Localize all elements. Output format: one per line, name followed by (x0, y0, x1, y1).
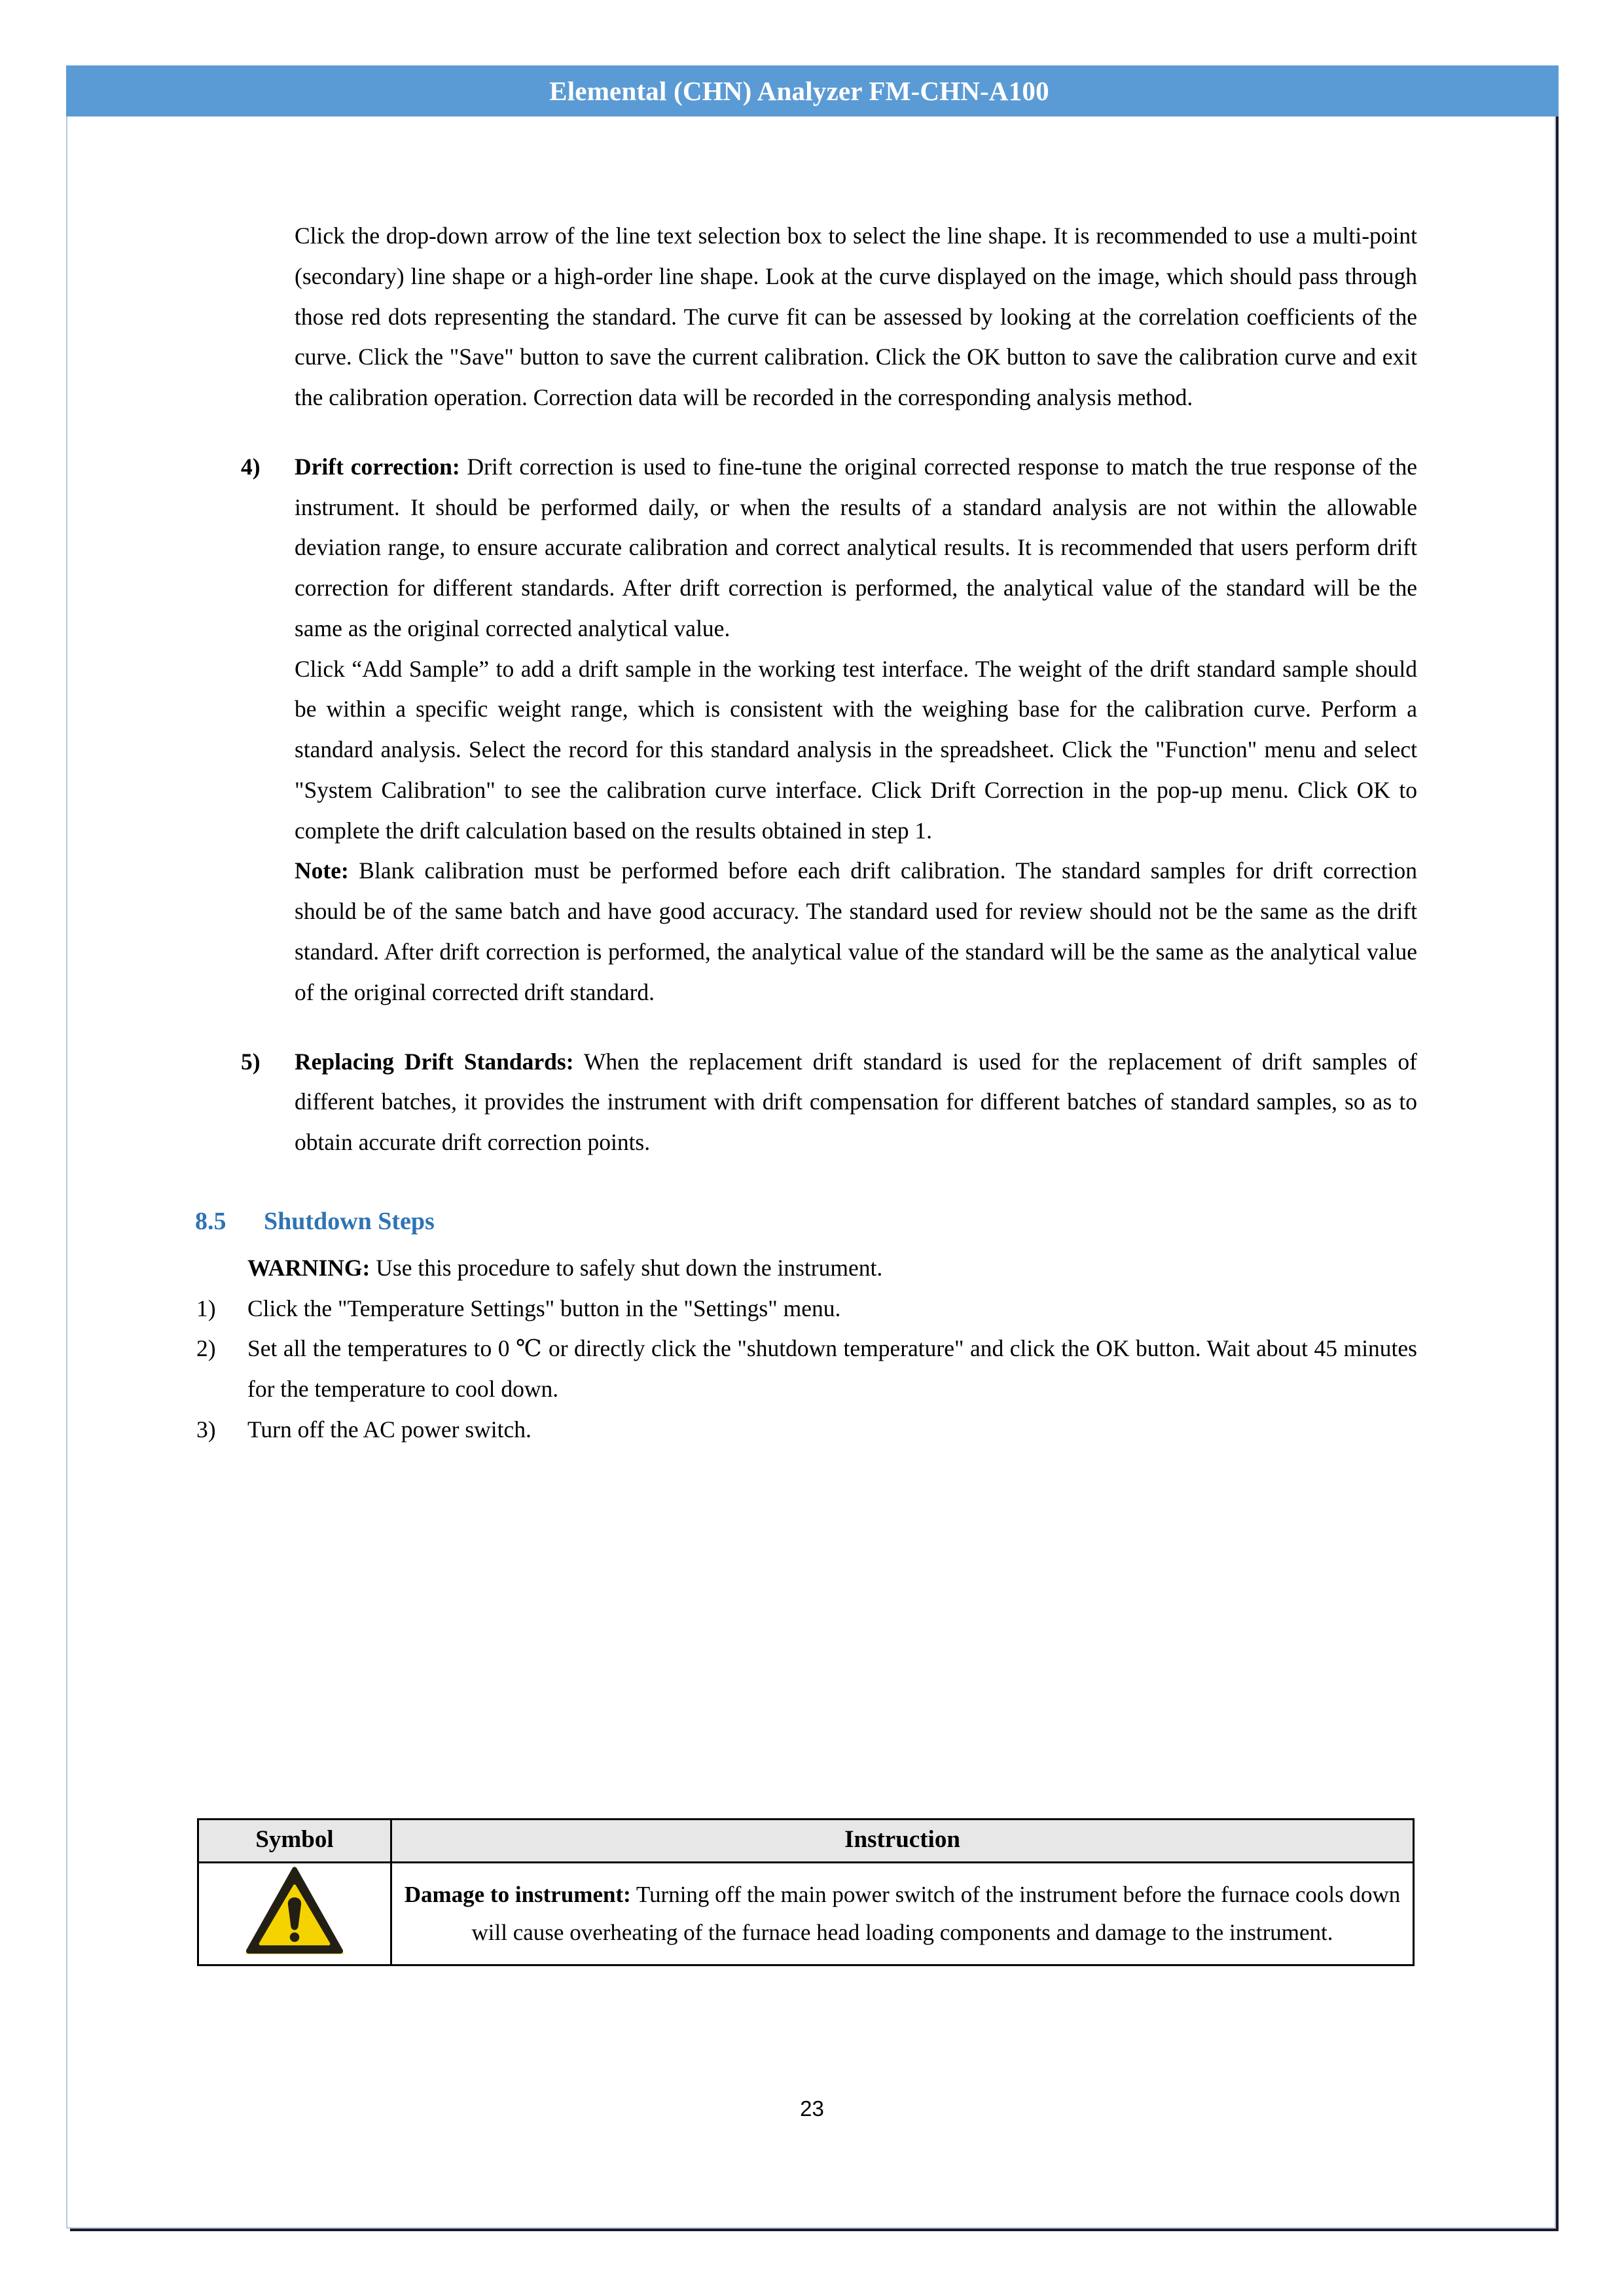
table-header-symbol: Symbol (198, 1820, 391, 1863)
list-item-content (295, 447, 1417, 1013)
warning-text: Use this procedure to safely shut down the instrument. (370, 1254, 883, 1281)
table-cell-symbol (198, 1863, 391, 1965)
warning-label: WARNING: (247, 1254, 370, 1281)
document-header-banner (66, 65, 1559, 117)
note-text: Blank calibration must be performed before each drift calibration. The standard samples for drift correction should be of the same batch and have good accuracy. The standard used for review should not be the same as the drift standard. After drift correction is performed, the analytical value of the standard will be the same as the analytical value of the original corrected drift standard. (295, 857, 1417, 1005)
step-marker: 2) (196, 1335, 216, 1362)
step-marker: 3) (196, 1416, 216, 1443)
list-item-title: Replacing Drift Standards: (295, 1048, 574, 1075)
section-title: Shutdown Steps (264, 1207, 435, 1235)
shutdown-steps-list (196, 1289, 1417, 1450)
note-label: Note: (295, 857, 349, 884)
list-item-paragraph-1: Drift correction is used to fine-tune the original corrected response to match the true response of the instrument. It should be performed daily, or when the results of a standard analysis are not within the allowable deviation range, to ensure accurate calibration and correct analytical results. It is recommended that users perform drift correction for different standards. After drift correction is performed, the analytical value of the standard will be the same as the original corrected analytical value. (295, 453, 1417, 641)
document-title: Elemental (CHN) Analyzer FM-CHN-A100 (549, 75, 1049, 106)
section-heading-shutdown-steps (195, 1200, 1417, 1243)
warning-triangle-icon (242, 1863, 347, 1958)
step-text: Set all the temperatures to 0 ℃ or directly click the "shutdown temperature" and click the OK button. Wait about 45 minutes for the temperature to cool down. (247, 1335, 1417, 1403)
list-item-content (295, 1042, 1417, 1163)
step-marker: 1) (196, 1295, 216, 1321)
page-content (196, 216, 1417, 1450)
list-marker: 4) (241, 453, 261, 480)
instruction-label: Damage to instrument: (404, 1881, 631, 1907)
page-number: 23 (800, 2096, 824, 2121)
shutdown-step (196, 1329, 1417, 1410)
section-number: 8.5 (195, 1207, 226, 1235)
shutdown-step (196, 1289, 1417, 1329)
list-item-paragraph-2: Click “Add Sample” to add a drift sample in the working test interface. The weight of the drift standard sample should be within a specific weight range, which is consistent with the weighing base for the calibration curve. Perform a standard analysis. Select the record for this standard analysis in the spreadsheet. Click the "Function" menu and select "System Calibration" to see the calibration curve interface. Click Drift Correction in the pop-up menu. Click OK to complete the drift calculation based on the results obtained in step 1. (295, 655, 1417, 844)
list-item-title: Drift correction: (295, 453, 460, 480)
table-cell-instruction (391, 1863, 1414, 1965)
numbered-list (241, 447, 1417, 1163)
list-marker: 5) (241, 1048, 261, 1075)
table-header-row (198, 1820, 1414, 1863)
list-item-body: When the replacement drift standard is used for the replacement of drift samples of different batches, it provides the instrument with drift compensation for different batches of standard samples, so as to obtain accurate drift correction points. (295, 1048, 1417, 1156)
list-item-drift-correction (241, 447, 1417, 1013)
step-text: Click the "Temperature Settings" button in the "Settings" menu. (247, 1295, 841, 1321)
shutdown-step (196, 1410, 1417, 1450)
step-text: Turn off the AC power switch. (247, 1416, 532, 1443)
table-row (198, 1863, 1414, 1965)
table-header-instruction: Instruction (391, 1820, 1414, 1863)
list-item-replacing-drift-standards (241, 1042, 1417, 1163)
symbol-instruction-table (197, 1818, 1415, 1966)
shutdown-warning-line (247, 1248, 1417, 1289)
intro-paragraph: Click the drop-down arrow of the line text selection box to select the line shape. It is recommended to use a multi-point (secondary) line shape or a high-order line shape. Look at the curve displayed on the image, which should pass through those red dots representing the standard. The curve fit can be assessed by looking at the correlation coefficients of the curve. Click the "Save" button to save the current calibration. Click the OK button to save the calibration curve and exit the calibration operation. Correction data will be recorded in the corresponding analysis method. (295, 223, 1417, 411)
instruction-text: Turning off the main power switch of the instrument before the furnace cools down will cause overheating of the furnace head loading components and damage to the instrument. (471, 1881, 1401, 1945)
